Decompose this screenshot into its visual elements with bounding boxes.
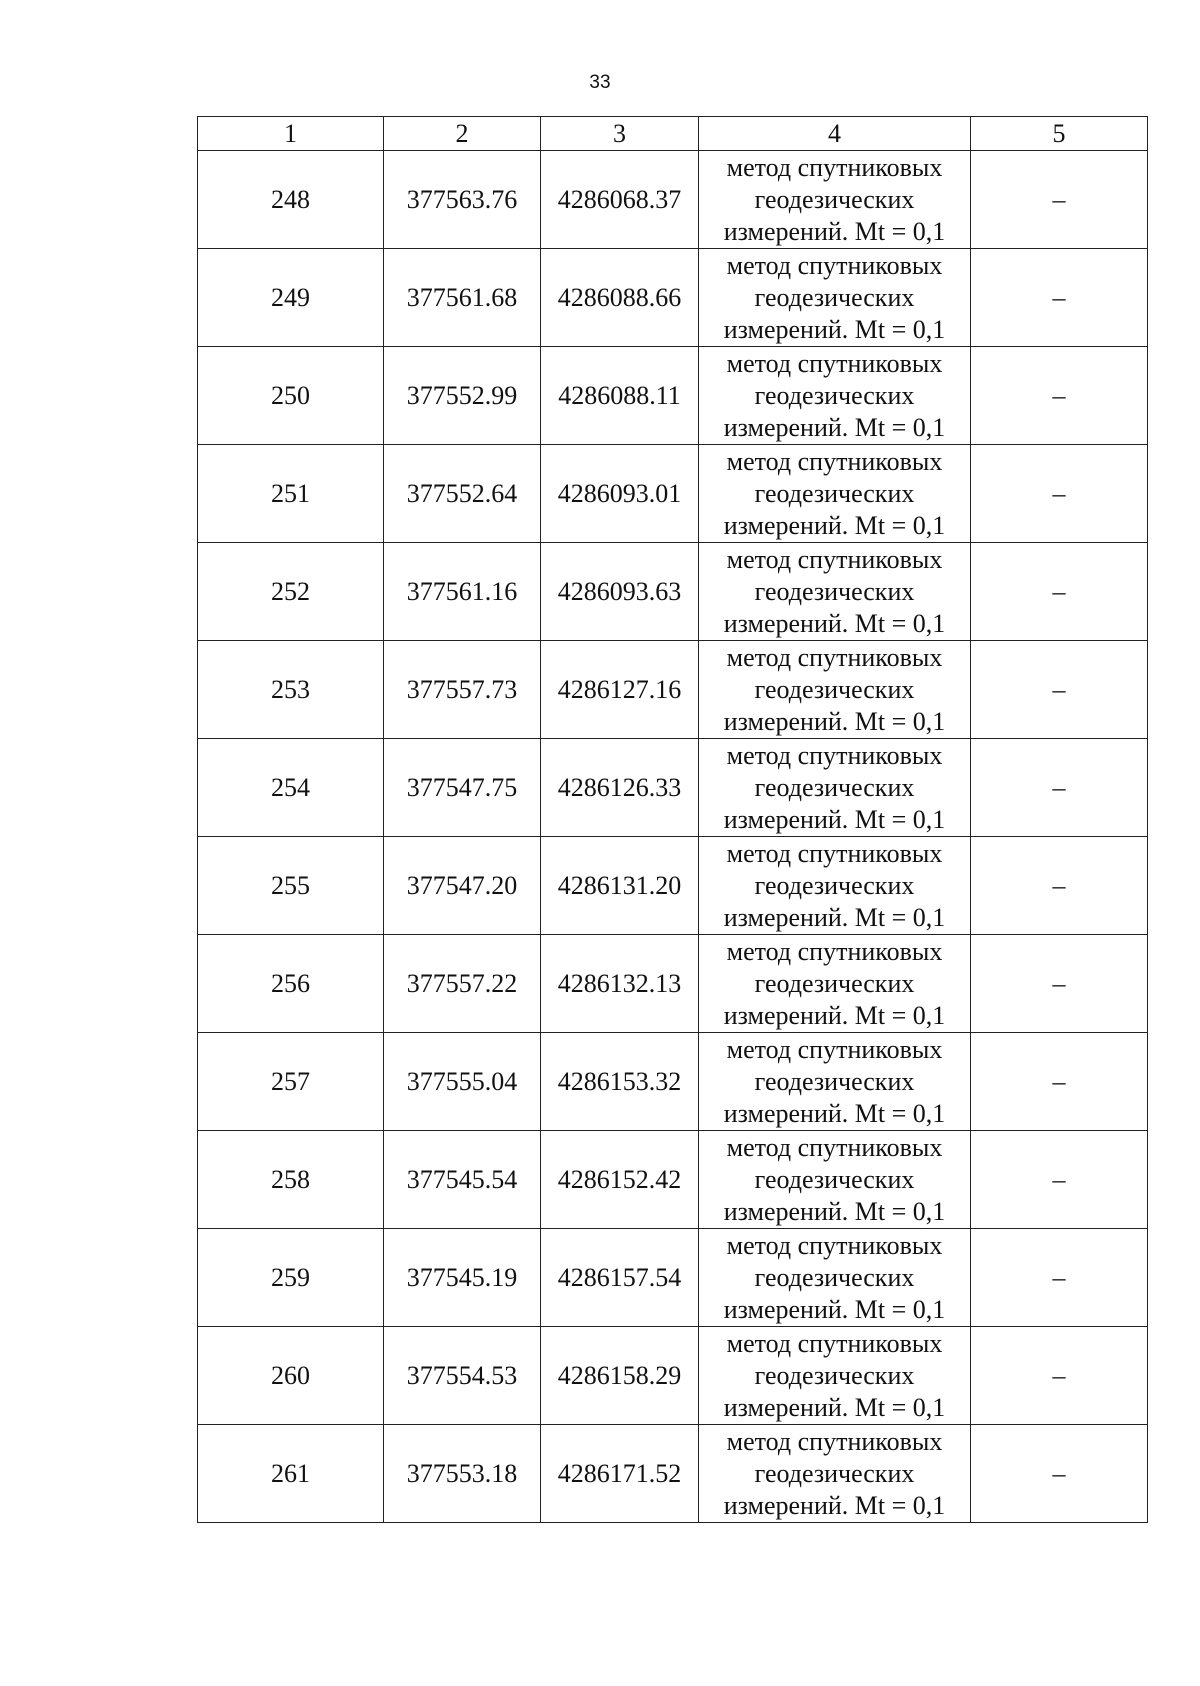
table-body <box>198 151 1148 1523</box>
table-row <box>198 1425 1148 1523</box>
column-header: 2 <box>384 117 541 151</box>
x-coordinate-cell: 377554.53 <box>384 1327 541 1425</box>
method-line: метод спутниковых <box>726 446 943 476</box>
table-row <box>198 347 1148 445</box>
y-coordinate-cell: 4286131.20 <box>541 837 699 935</box>
method-line: измерений. Mt = 0,1 <box>723 510 946 540</box>
method-line: метод спутниковых <box>726 152 943 182</box>
method-line: измерений. Mt = 0,1 <box>723 1294 946 1324</box>
method-line: геодезических <box>754 968 915 998</box>
method-line: измерений. Mt = 0,1 <box>723 314 946 344</box>
x-coordinate-cell: 377561.16 <box>384 543 541 641</box>
method-line: геодезических <box>754 772 915 802</box>
column-header: 3 <box>541 117 699 151</box>
method-line: геодезических <box>754 870 915 900</box>
column-header: 1 <box>198 117 384 151</box>
point-number-cell: 257 <box>198 1033 384 1131</box>
method-cell <box>699 543 971 641</box>
x-coordinate-cell: 377547.20 <box>384 837 541 935</box>
method-line: измерений. Mt = 0,1 <box>723 804 946 834</box>
point-number-cell: 250 <box>198 347 384 445</box>
note-cell: – <box>971 1131 1148 1229</box>
method-line: метод спутниковых <box>726 250 943 280</box>
method-line: измерений. Mt = 0,1 <box>723 1196 946 1226</box>
method-line: геодезических <box>754 184 915 214</box>
note-cell: – <box>971 1033 1148 1131</box>
method-cell <box>699 249 971 347</box>
note-cell: – <box>971 739 1148 837</box>
point-number-cell: 253 <box>198 641 384 739</box>
method-cell <box>699 1033 971 1131</box>
point-number-cell: 255 <box>198 837 384 935</box>
page-number: 33 <box>589 72 611 93</box>
method-line: метод спутниковых <box>726 642 943 672</box>
note-cell: – <box>971 935 1148 1033</box>
x-coordinate-cell: 377553.18 <box>384 1425 541 1523</box>
note-cell: – <box>971 249 1148 347</box>
column-header: 5 <box>971 117 1148 151</box>
method-line: геодезических <box>754 380 915 410</box>
y-coordinate-cell: 4286093.63 <box>541 543 699 641</box>
method-cell <box>699 151 971 249</box>
x-coordinate-cell: 377547.75 <box>384 739 541 837</box>
y-coordinate-cell: 4286088.66 <box>541 249 699 347</box>
method-line: измерений. Mt = 0,1 <box>723 608 946 638</box>
method-cell <box>699 1425 971 1523</box>
x-coordinate-cell: 377561.68 <box>384 249 541 347</box>
point-number-cell: 251 <box>198 445 384 543</box>
x-coordinate-cell: 377557.73 <box>384 641 541 739</box>
method-line: метод спутниковых <box>726 348 943 378</box>
method-line: метод спутниковых <box>726 1034 943 1064</box>
method-cell <box>699 837 971 935</box>
method-line: геодезических <box>754 1164 915 1194</box>
table-row <box>198 151 1148 249</box>
note-cell: – <box>971 543 1148 641</box>
x-coordinate-cell: 377557.22 <box>384 935 541 1033</box>
method-line: метод спутниковых <box>726 544 943 574</box>
point-number-cell: 248 <box>198 151 384 249</box>
method-line: метод спутниковых <box>726 1328 943 1358</box>
note-cell: – <box>971 1327 1148 1425</box>
method-line: измерений. Mt = 0,1 <box>723 1098 946 1128</box>
table-row <box>198 1131 1148 1229</box>
method-cell <box>699 347 971 445</box>
y-coordinate-cell: 4286088.11 <box>541 347 699 445</box>
x-coordinate-cell: 377563.76 <box>384 151 541 249</box>
x-coordinate-cell: 377545.54 <box>384 1131 541 1229</box>
x-coordinate-cell: 377555.04 <box>384 1033 541 1131</box>
table-row <box>198 1033 1148 1131</box>
method-line: геодезических <box>754 478 915 508</box>
method-line: измерений. Mt = 0,1 <box>723 902 946 932</box>
method-cell <box>699 1229 971 1327</box>
x-coordinate-cell: 377552.64 <box>384 445 541 543</box>
method-line: геодезических <box>754 1066 915 1096</box>
method-line: метод спутниковых <box>726 1426 943 1456</box>
method-cell <box>699 641 971 739</box>
table-row <box>198 837 1148 935</box>
method-line: измерений. Mt = 0,1 <box>723 412 946 442</box>
method-cell <box>699 739 971 837</box>
point-number-cell: 256 <box>198 935 384 1033</box>
point-number-cell: 259 <box>198 1229 384 1327</box>
point-number-cell: 258 <box>198 1131 384 1229</box>
note-cell: – <box>971 151 1148 249</box>
column-header: 4 <box>699 117 971 151</box>
method-line: метод спутниковых <box>726 936 943 966</box>
table-row <box>198 935 1148 1033</box>
y-coordinate-cell: 4286157.54 <box>541 1229 699 1327</box>
note-cell: – <box>971 347 1148 445</box>
y-coordinate-cell: 4286153.32 <box>541 1033 699 1131</box>
method-line: метод спутниковых <box>726 1132 943 1162</box>
point-number-cell: 261 <box>198 1425 384 1523</box>
method-line: геодезических <box>754 1262 915 1292</box>
point-number-cell: 254 <box>198 739 384 837</box>
table-row <box>198 641 1148 739</box>
method-line: метод спутниковых <box>726 1230 943 1260</box>
table-row <box>198 445 1148 543</box>
method-cell <box>699 935 971 1033</box>
method-line: измерений. Mt = 0,1 <box>723 1392 946 1422</box>
note-cell: – <box>971 641 1148 739</box>
table-row <box>198 1327 1148 1425</box>
x-coordinate-cell: 377545.19 <box>384 1229 541 1327</box>
y-coordinate-cell: 4286152.42 <box>541 1131 699 1229</box>
method-line: измерений. Mt = 0,1 <box>723 216 946 246</box>
method-line: измерений. Mt = 0,1 <box>723 706 946 736</box>
y-coordinate-cell: 4286093.01 <box>541 445 699 543</box>
method-line: геодезических <box>754 1360 915 1390</box>
method-cell <box>699 445 971 543</box>
coordinates-table <box>197 116 1148 1523</box>
note-cell: – <box>971 445 1148 543</box>
y-coordinate-cell: 4286126.33 <box>541 739 699 837</box>
method-cell <box>699 1131 971 1229</box>
method-line: метод спутниковых <box>726 838 943 868</box>
note-cell: – <box>971 1425 1148 1523</box>
table-row <box>198 543 1148 641</box>
method-line: измерений. Mt = 0,1 <box>723 1000 946 1030</box>
y-coordinate-cell: 4286132.13 <box>541 935 699 1033</box>
method-line: геодезических <box>754 1458 915 1488</box>
y-coordinate-cell: 4286158.29 <box>541 1327 699 1425</box>
point-number-cell: 249 <box>198 249 384 347</box>
note-cell: – <box>971 837 1148 935</box>
method-line: метод спутниковых <box>726 740 943 770</box>
table-row <box>198 249 1148 347</box>
table-row <box>198 1229 1148 1327</box>
y-coordinate-cell: 4286127.16 <box>541 641 699 739</box>
x-coordinate-cell: 377552.99 <box>384 347 541 445</box>
note-cell: – <box>971 1229 1148 1327</box>
point-number-cell: 260 <box>198 1327 384 1425</box>
y-coordinate-cell: 4286068.37 <box>541 151 699 249</box>
point-number-cell: 252 <box>198 543 384 641</box>
method-line: геодезических <box>754 674 915 704</box>
method-cell <box>699 1327 971 1425</box>
table-header-row <box>198 117 1148 151</box>
method-line: измерений. Mt = 0,1 <box>723 1490 946 1520</box>
method-line: геодезических <box>754 576 915 606</box>
method-line: геодезических <box>754 282 915 312</box>
y-coordinate-cell: 4286171.52 <box>541 1425 699 1523</box>
table-row <box>198 739 1148 837</box>
